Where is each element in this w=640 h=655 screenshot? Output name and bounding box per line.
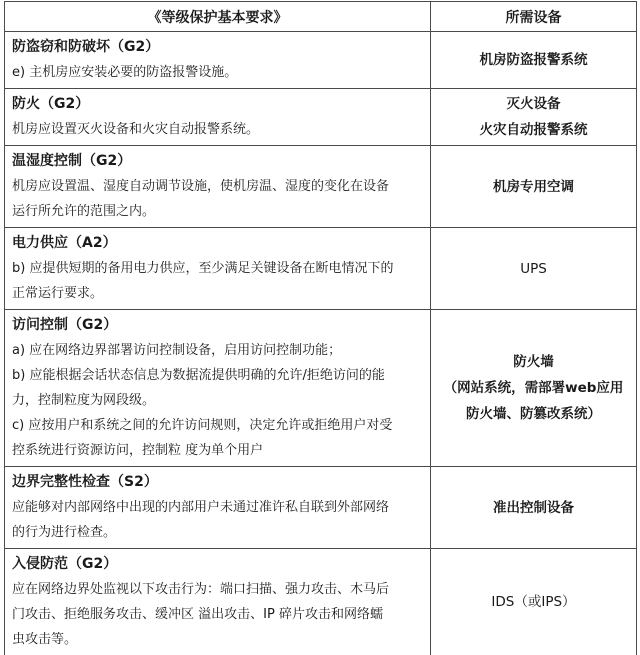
table-row xyxy=(5,228,637,310)
requirement-line: 机房应设置灭火设备和火灾自动报警系统。 xyxy=(12,117,424,142)
table-row xyxy=(5,146,637,228)
header-requirements: 《等级保护基本要求》 xyxy=(5,2,431,32)
requirement-title: 访问控制（G2） xyxy=(12,313,424,338)
requirement-title: 温湿度控制（G2） xyxy=(12,149,424,174)
requirement-cell xyxy=(5,467,431,549)
requirement-cell xyxy=(5,310,431,467)
requirement-cell xyxy=(5,228,431,310)
device-cell xyxy=(431,32,637,89)
device-cell xyxy=(431,467,637,549)
requirement-title: 防盗窃和防破坏（G2） xyxy=(12,35,424,60)
table-row xyxy=(5,32,637,89)
requirement-line: c) 应按用户和系统之间的允许访问规则，决定允许或拒绝用户对受 xyxy=(12,413,424,438)
device-cell xyxy=(431,89,637,146)
device-line: 机房防盗报警系统 xyxy=(435,47,632,73)
requirement-line: 力，控制粒度为网段级。 xyxy=(12,388,424,413)
requirement-line: 应能够对内部网络中出现的内部用户未通过准许私自联到外部网络 xyxy=(12,495,424,520)
requirement-cell xyxy=(5,146,431,228)
requirement-cell xyxy=(5,549,431,655)
requirement-line: 虫攻击等。 xyxy=(12,627,424,652)
requirement-line: a) 应在网络边界部署访问控制设备，启用访问控制功能； xyxy=(12,338,424,363)
requirement-cell xyxy=(5,32,431,89)
table-row xyxy=(5,310,637,467)
requirement-line: 门攻击、拒绝服务攻击、缓冲区 溢出攻击、IP 碎片攻击和网络蠕 xyxy=(12,602,424,627)
device-cell xyxy=(431,228,637,310)
device-line: 准出控制设备 xyxy=(435,495,632,521)
device-line: 防火墙 xyxy=(435,349,632,375)
device-line: 火灾自动报警系统 xyxy=(435,117,632,143)
requirement-line: 正常运行要求。 xyxy=(12,281,424,306)
requirement-line: 机房应设置温、湿度自动调节设施，使机房温、湿度的变化在设备 xyxy=(12,174,424,199)
device-line: UPS xyxy=(435,256,632,282)
requirement-title: 电力供应（A2） xyxy=(12,231,424,256)
requirement-title: 入侵防范（G2） xyxy=(12,552,424,577)
requirement-line: b) 应能根据会话状态信息为数据流提供明确的允许/拒绝访问的能 xyxy=(12,363,424,388)
table-row xyxy=(5,467,637,549)
device-cell xyxy=(431,310,637,467)
requirement-line: e) 主机房应安装必要的防盗报警设施。 xyxy=(12,60,424,85)
header-row xyxy=(5,2,637,32)
requirement-line: 的行为进行检查。 xyxy=(12,520,424,545)
header-devices: 所需设备 xyxy=(431,2,637,32)
security-requirements-table xyxy=(4,1,637,655)
requirement-line: 控系统进行资源访问，控制粒 度为单个用户 xyxy=(12,438,424,463)
table-row xyxy=(5,549,637,655)
requirement-cell xyxy=(5,89,431,146)
requirement-line: 应在网络边界处监视以下攻击行为：端口扫描、强力攻击、木马后 xyxy=(12,577,424,602)
device-cell xyxy=(431,146,637,228)
table-row xyxy=(5,89,637,146)
device-line: IDS（或IPS） xyxy=(435,589,632,615)
device-line: （网站系统，需部署web应用 xyxy=(435,375,632,401)
requirement-line: 运行所允许的范围之内。 xyxy=(12,199,424,224)
device-cell xyxy=(431,549,637,655)
requirement-title: 边界完整性检查（S2） xyxy=(12,470,424,495)
device-line: 防火墙、防篡改系统） xyxy=(435,401,632,427)
requirement-title: 防火（G2） xyxy=(12,92,424,117)
device-line: 灭火设备 xyxy=(435,91,632,117)
requirement-line: b) 应提供短期的备用电力供应，至少满足关键设备在断电情况下的 xyxy=(12,256,424,281)
device-line: 机房专用空调 xyxy=(435,174,632,200)
